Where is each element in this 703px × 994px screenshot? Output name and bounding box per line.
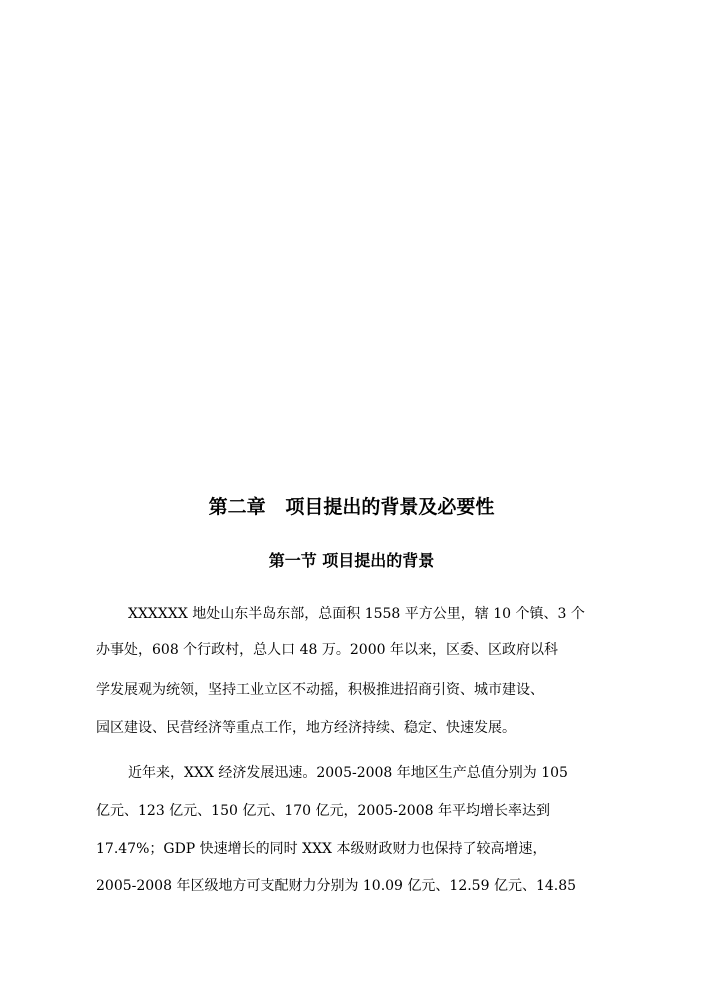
paragraph-line: XXXXXX 地处山东半岛东部，总面积 1558 平方公里，辖 10 个镇、3 个 (128, 606, 585, 622)
paragraph-line: 学发展观为统领，坚持工业立区不动摇，积极推进招商引资、城市建设、 (96, 682, 544, 698)
paragraph-line: 亿元、123 亿元、150 亿元、170 亿元，2005-2008 年平均增长率达到 (96, 803, 550, 819)
chapter-title: 第二章 项目提出的背景及必要性 (208, 496, 495, 518)
section-title: 第一节 项目提出的背景 (268, 551, 435, 570)
paragraph-line: 近年来，XXX 经济发展迅速。2005-2008 年地区生产总值分别为 105 (128, 765, 568, 781)
paragraph-line: 2005-2008 年区级地方可支配财力分别为 10.09 亿元、12.59 亿元、14.85 (96, 878, 577, 894)
paragraph-line: 办事处，608 个行政村，总人口 48 万。2000 年以来，区委、区政府以科 (96, 642, 558, 658)
paragraph-line: 园区建设、民营经济等重点工作，地方经济持续、稳定、快速发展。 (96, 720, 516, 736)
paragraph-line: 17.47%；GDP 快速增长的同时 XXX 本级财政财力也保持了较高增速， (96, 841, 547, 857)
